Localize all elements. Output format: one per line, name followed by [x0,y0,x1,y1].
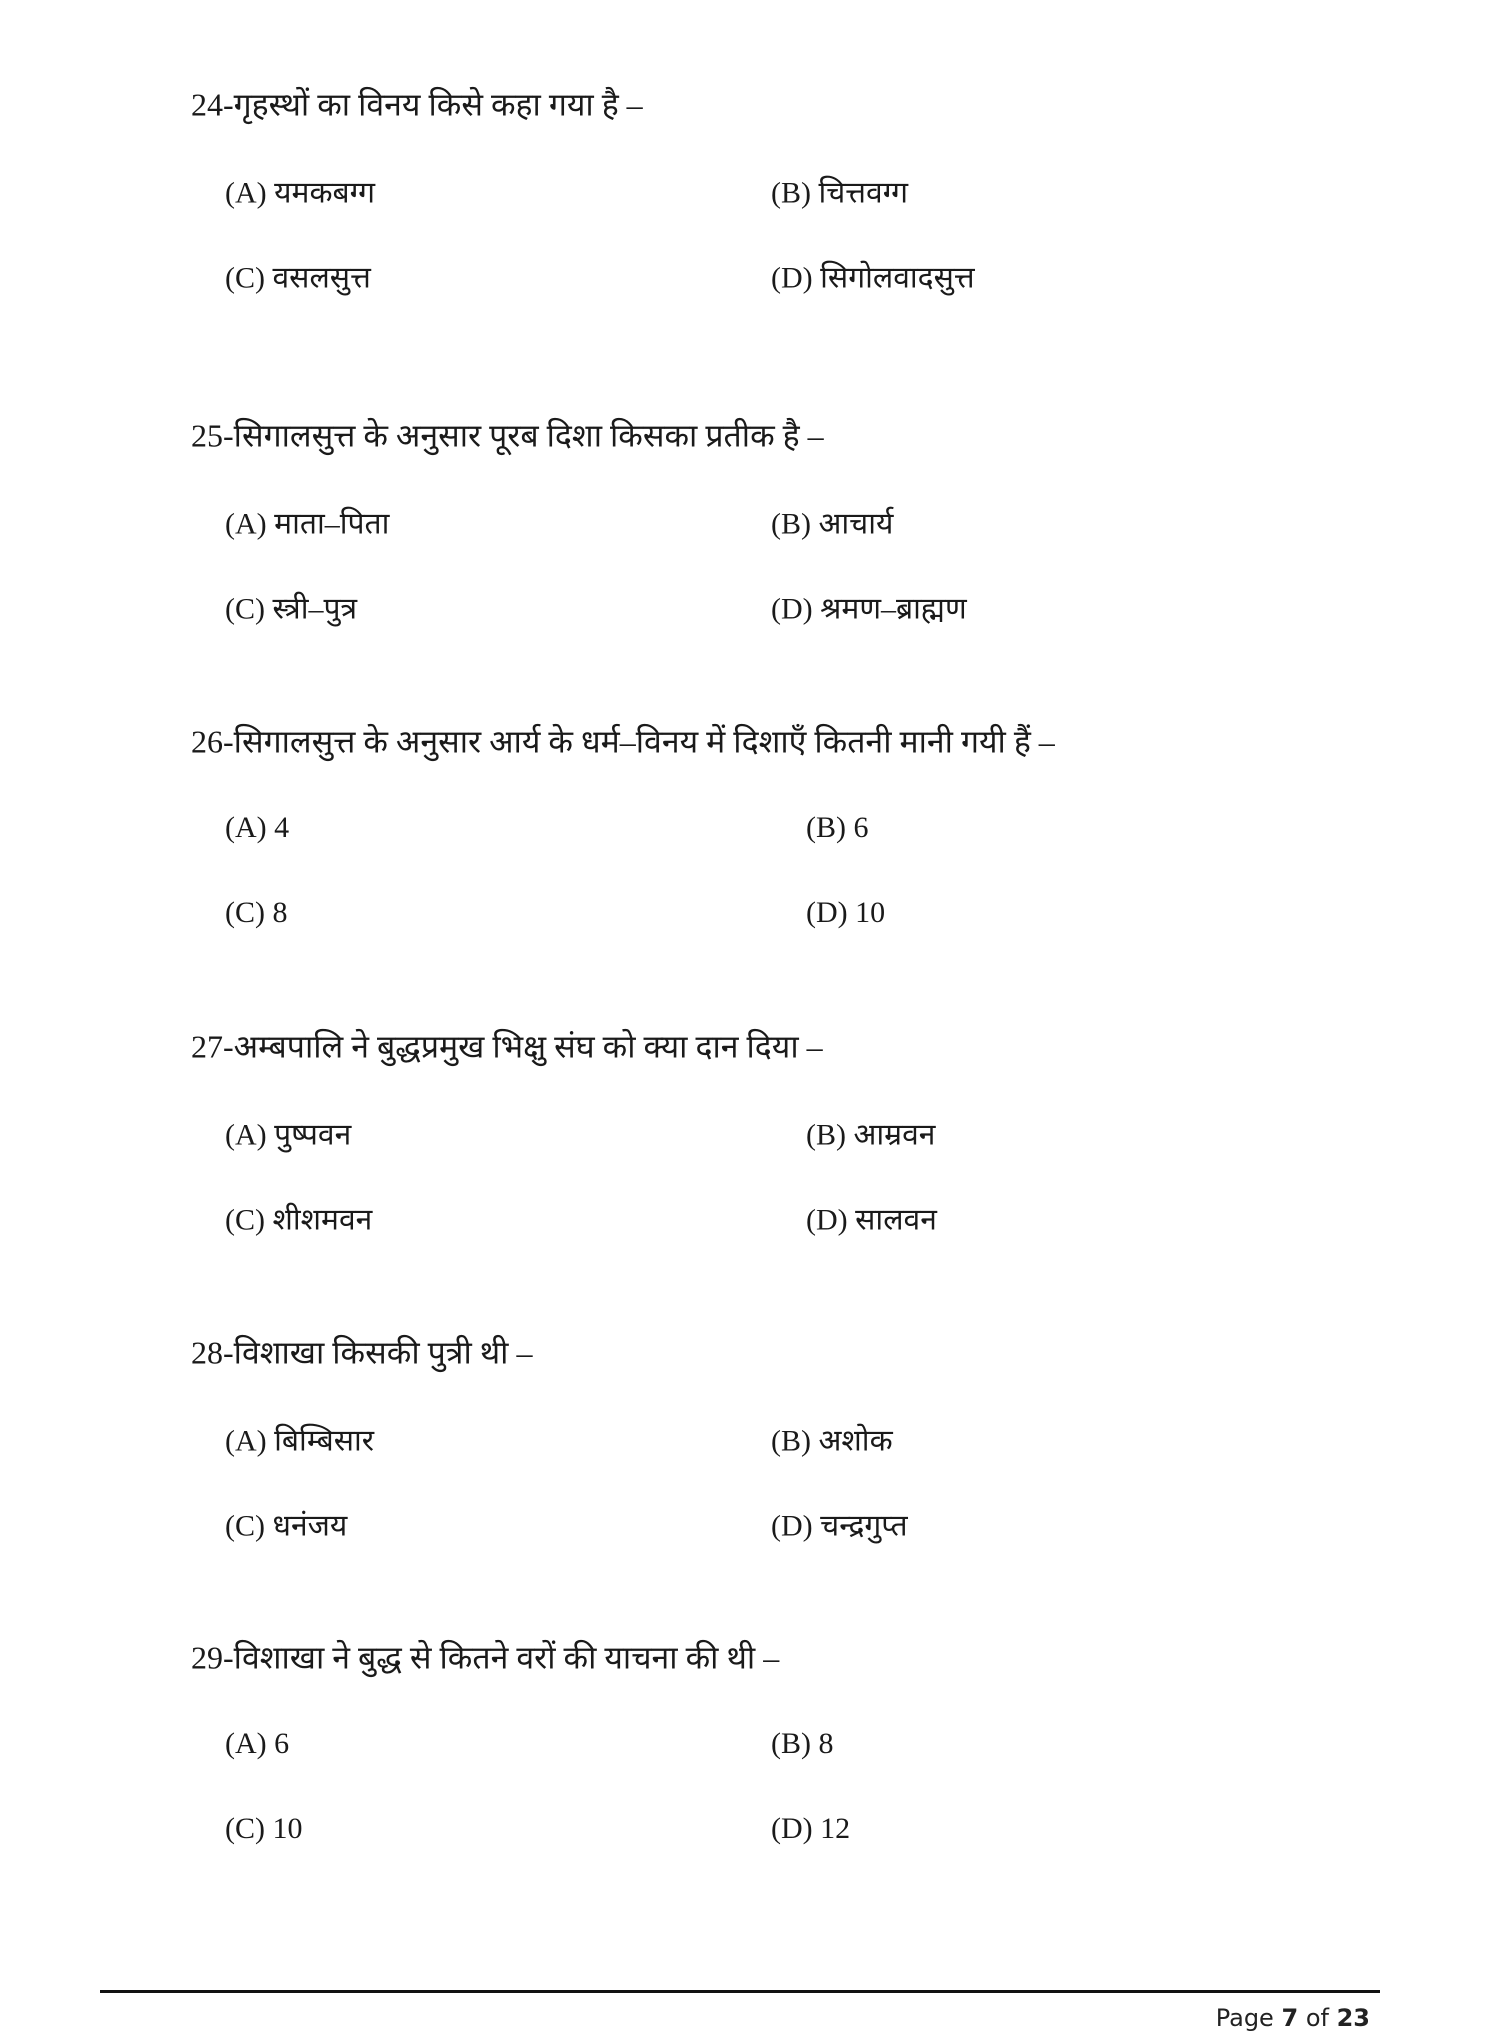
answer-option: (C) 10 [225,1812,303,1845]
footer-rule [100,1990,1380,1993]
question-text: 27-अम्बपालि ने बुद्धप्रमुख भिक्षु संघ को क्या दान दिया – [191,1028,823,1065]
answer-option: (C) स्त्री–पुत्र [225,592,358,626]
answer-option: (B) आम्रवन [806,1118,936,1152]
answer-option: (D) सालवन [806,1203,937,1237]
answer-option: (B) चित्तवग्ग [771,176,909,210]
answer-option: (A) पुष्पवन [225,1118,352,1152]
answer-option: (C) शीशमवन [225,1203,373,1237]
answer-option: (D) चन्द्रगुप्त [771,1509,908,1543]
question-text: 26-सिगालसुत्त के अनुसार आर्य के धर्म–विनय में दिशाएँ कितनी मानी गयी हैं – [191,723,1055,760]
total-pages: 23 [1336,2004,1370,2032]
answer-option: (D) सिगोलवादसुत्त [771,261,975,295]
question-text: 28-विशाखा किसकी पुत्री थी – [191,1334,533,1371]
page-number [1216,2004,1370,2032]
answer-option: (C) 8 [225,896,288,929]
of-label: of [1305,2004,1329,2032]
answer-option: (A) बिम्बिसार [225,1424,375,1458]
answer-option: (B) 6 [806,811,869,844]
answer-option: (B) 8 [771,1727,834,1760]
page-label: Page [1215,2004,1274,2032]
answer-option: (D) श्रमण–ब्राह्मण [771,592,967,626]
question-text: 29-विशाखा ने बुद्ध से कितने वरों की याचना की थी – [191,1639,780,1676]
answer-option: (A) यमकबग्ग [225,176,375,210]
answer-option: (C) धनंजय [225,1509,348,1543]
answer-option: (D) 10 [806,896,886,929]
answer-option: (A) माता–पिता [225,507,390,541]
current-page: 7 [1281,2004,1299,2032]
question-text: 24-गृहस्थों का विनय किसे कहा गया है – [191,86,643,123]
answer-option: (D) 12 [771,1812,851,1845]
answer-option: (B) आचार्य [771,507,894,541]
answer-option: (C) वसलसुत्त [225,261,371,295]
answer-option: (B) अशोक [771,1424,893,1458]
question-text: 25-सिगालसुत्त के अनुसार पूरब दिशा किसका प्रतीक है – [191,417,824,454]
answer-option: (A) 4 [225,811,290,844]
answer-option: (A) 6 [225,1727,290,1760]
